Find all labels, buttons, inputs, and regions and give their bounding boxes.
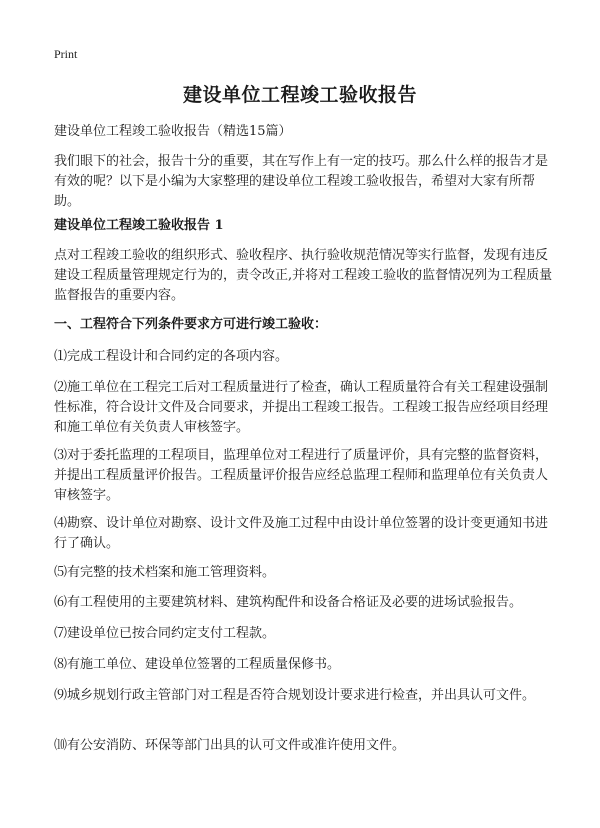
list-item: ⑹有工程使用的主要建筑材料、建筑构配件和设备合格证及必要的进场试验报告。 [54, 595, 523, 610]
list-item: ⑼城乡规划行政主管部门对工程是否符合规划设计要求进行检查，并出具认可文件。 [54, 688, 536, 703]
print-label[interactable]: Print [54, 47, 78, 61]
list-item: ⑻有施工单位、建设单位签署的工程质量保修书。 [54, 657, 341, 672]
list-item: ⑸有完整的技术档案和施工管理资料。 [54, 565, 276, 580]
section-heading: 建设单位工程竣工验收报告 1 [54, 218, 224, 233]
list-item: ⑽有公安消防、环保等部门出具的认可文件或准许使用文件。 [54, 738, 406, 753]
list-item: ⑵施工单位在工程完工后对工程质量进行了检查，确认工程质量符合有关工程建设强制性标准，符合设计文件及合同要求，并提出工程竣工报告。工程竣工报告应经项目经理和施工单位有关负责人审核签字。 [54, 380, 549, 435]
intro-paragraph: 我们眼下的社会，报告十分的重要，其在写作上有一定的技巧。那么什么样的报告才是有效的呢？以下是小编为大家整理的建设单位工程竣工验收报告，希望对大家有所帮助。 [54, 154, 549, 209]
list-item: ⑶对于委托监理的工程项目，监理单位对工程进行了质量评价，具有完整的监督资料，并提出工程质量评价报告。工程质量评价报告应经总监理工程师和监理单位有关负责人审核签字。 [54, 448, 549, 503]
list-item: ⑴完成工程设计和合同约定的各项内容。 [54, 349, 289, 364]
section-paragraph: 点对工程竣工验收的组织形式、验收程序、执行验收规范情况等实行监督，发现有违反建设工程质量管理规定行为的，责令改正,并将对工程竣工验收的监督情况列为工程质量监督报告的重要内容。 [54, 248, 553, 303]
document-subtitle: 建设单位工程竣工验收报告（精选15篇） [54, 124, 292, 139]
document-title: 建设单位工程竣工验收报告 [182, 84, 417, 106]
conditions-heading: 一、工程符合下列条件要求方可进行竣工验收： [54, 317, 328, 332]
list-item: ⑷勘察、设计单位对勘察、设计文件及施工过程中由设计单位签署的设计变更通知书进行了确认。 [54, 516, 549, 551]
list-item: ⑺建设单位已按合同约定支付工程款。 [54, 626, 276, 641]
